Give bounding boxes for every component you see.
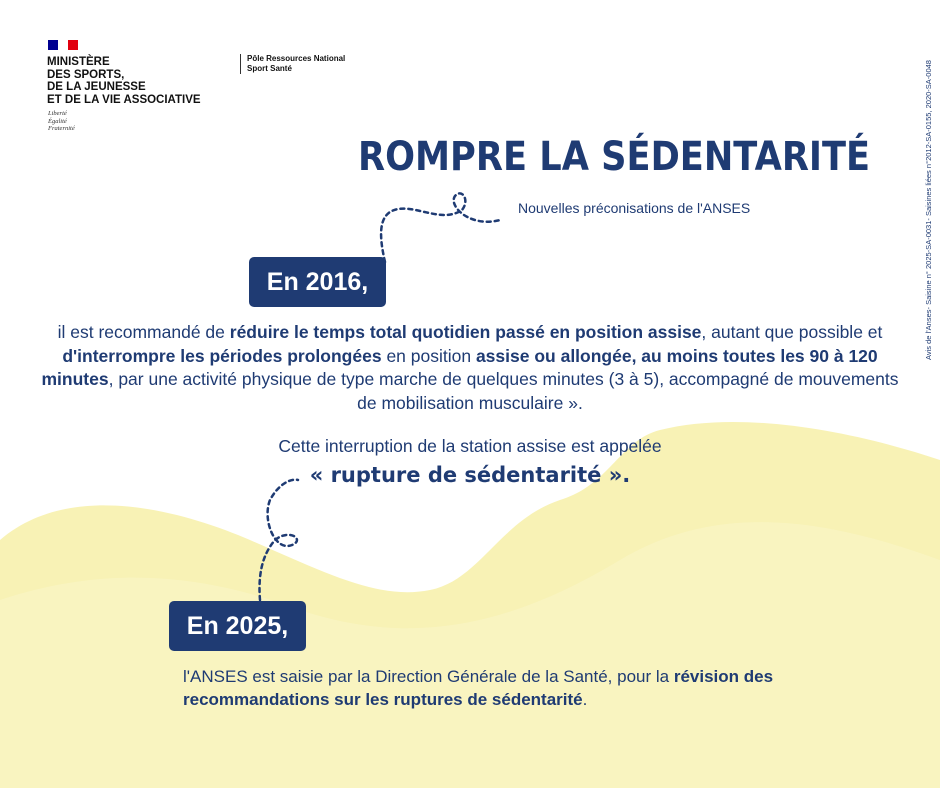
partner-logo-text <box>240 54 345 74</box>
text-run: en position <box>381 345 476 366</box>
flag-icon <box>48 40 78 50</box>
ministry-line: DE LA JEUNESSE <box>47 81 146 93</box>
partner-line: Sport Santé <box>247 64 292 73</box>
ministry-line: MINISTÈRE <box>47 56 110 68</box>
ministry-logo-text <box>47 56 201 106</box>
text-run: . <box>582 690 588 709</box>
interruption-intro: Cette interruption de la station assise est appelée <box>278 436 662 456</box>
partner-line: Pôle Ressources National <box>247 54 346 63</box>
bold-text-run: révision des recommandations sur les ruptures de sédentarité <box>183 667 774 709</box>
republic-motto <box>48 110 75 133</box>
text-run: , autant que possible et <box>701 322 883 342</box>
recommendation-paragraph <box>40 321 900 415</box>
text-run: , par une activité physique de type marche de quelques minutes (3 à 5), accompagné de mouvements de mobilisation musculaire ». <box>108 369 899 413</box>
year-badge-2025: En 2025, <box>169 601 306 651</box>
text-run: il est recommandé de <box>57 322 230 342</box>
motto-line: Égalité <box>48 117 67 125</box>
motto-line: Liberté <box>48 110 67 117</box>
bold-text-run: assise ou allongée, au moins toutes les 90 à 120 minutes <box>41 345 878 389</box>
anses-paragraph <box>183 665 843 711</box>
ministry-line: DES SPORTS, <box>47 68 125 81</box>
bold-text-run: réduire le temps total quotidien passé en position assise <box>229 322 702 342</box>
page-title: ROMPRE LA SÉDENTARITÉ <box>358 134 871 180</box>
year-badge-2016: En 2016, <box>249 257 386 307</box>
page-subtitle: Nouvelles préconisations de l'ANSES <box>518 200 751 216</box>
motto-line: Fraternité <box>48 125 75 132</box>
bold-text-run: d'interrompre les périodes prolongées <box>62 345 382 366</box>
dotted-connector-top <box>381 193 500 262</box>
text-run: l'ANSES est saisie par la Direction Générale de la Santé, pour la <box>183 667 674 686</box>
side-reference-note: Avis de l'Anses- Saisine n° 2025-SA-0031- Saisines liées n°2012-SA-0155, 2020-SA-0048 <box>924 60 933 360</box>
rupture-highlight: « rupture de sédentarité ». <box>309 463 631 487</box>
ministry-line: ET DE LA VIE ASSOCIATIVE <box>47 93 201 106</box>
